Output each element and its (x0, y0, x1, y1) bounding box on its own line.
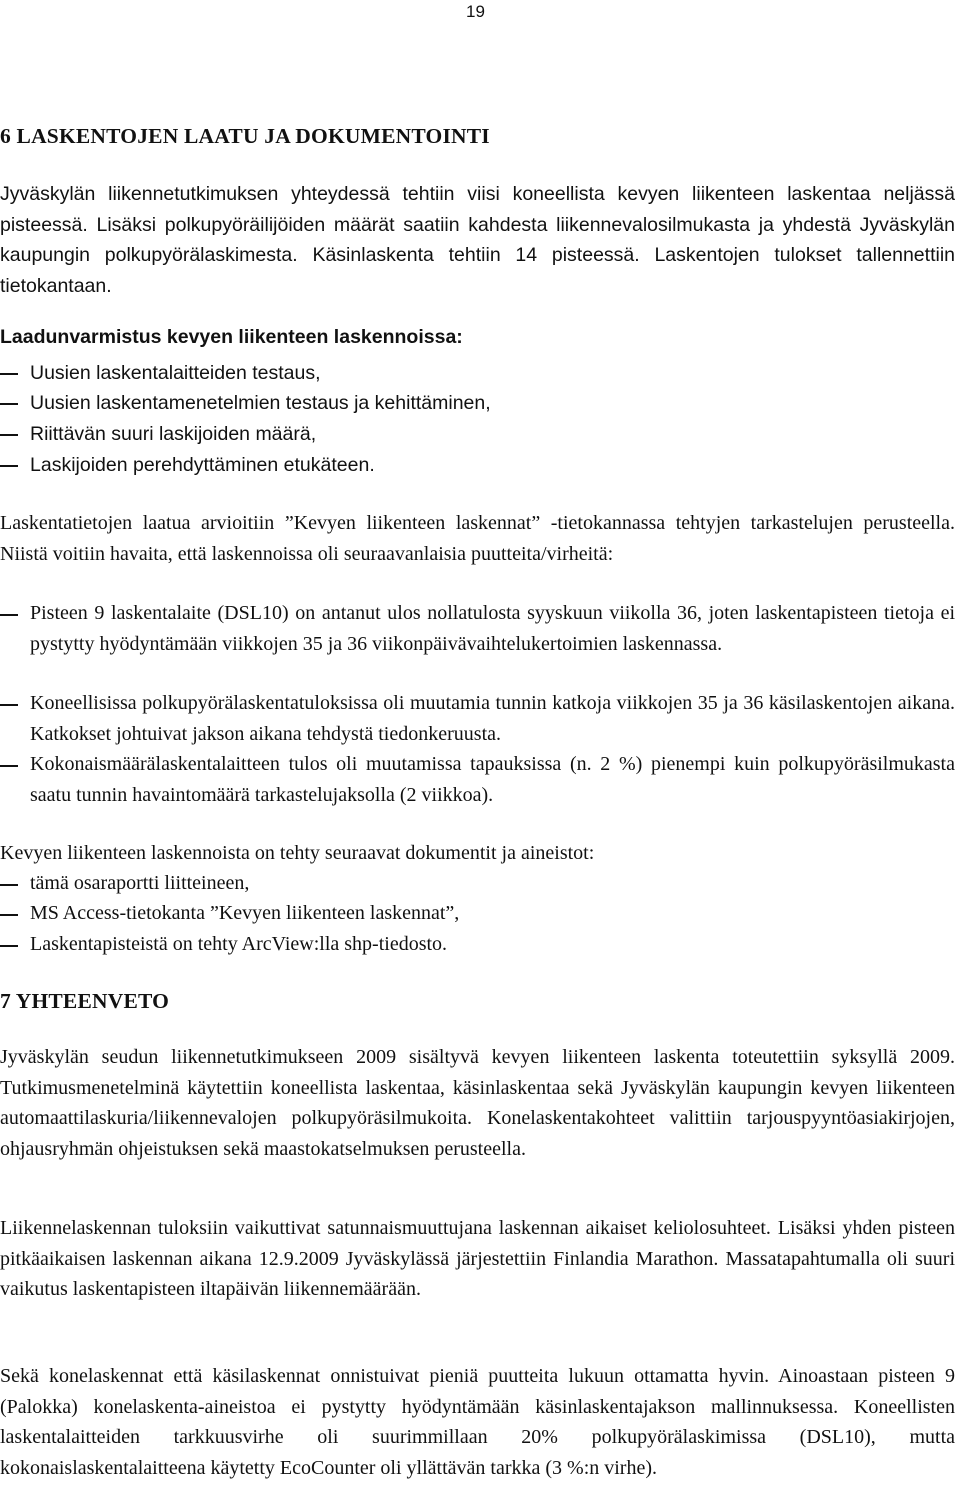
dash-bullet (0, 884, 18, 886)
list-item: Uusien laskentamenetelmien testaus ja kehittäminen, (30, 392, 491, 414)
list-item: Riittävän suuri laskijoiden määrä, (30, 423, 317, 445)
dash-bullet (0, 403, 18, 405)
list-item: Laskijoiden perehdyttäminen etukäteen. (30, 454, 375, 476)
documents-intro: Kevyen liikenteen laskennoista on tehty seuraavat dokumentit ja aineistot: (0, 842, 595, 864)
dash-bullet (0, 434, 18, 436)
dash-bullet (0, 704, 18, 706)
summary-paragraph: Liikennelaskennan tuloksiin vaikuttivat satunnaismuuttujana laskennan aikaiset keliolosuhteet. Lisäksi yhden pisteen pitkäaikaisen laskennan aikana 12.9.2009 Jyväskylässä järjestettiin Finlandia Marathon. Massatapahtumalla oli suuri vaikutus laskentapisteen iltapäivän liikennemäärään. (0, 1217, 955, 1300)
list-item: tämä osaraportti liitteineen, (30, 872, 250, 894)
review-paragraph: Laskentatietojen laatua arvioitiin ”Kevyen liikenteen laskennat” -tietokannassa tehtyjen tarkastelujen perusteella. Niistä voitiin havaita, että laskennoissa oli seuraavanlaisia puutteita/virheitä: (0, 512, 955, 565)
dash-bullet (0, 614, 18, 616)
list-item: Uusien laskentalaitteiden testaus, (30, 362, 321, 384)
dash-bullet (0, 765, 18, 767)
list-item: Pisteen 9 laskentalaite (DSL10) on antanut ulos nollatulosta syyskuun viikolla 36, joten laskentapisteen tietoja ei pystytty hyödyntämään viikkojen 35 ja 36 viikonpäivävaihtelukertoimien laskennassa. (30, 602, 955, 655)
summary-paragraph: Sekä konelaskennat että käsilaskennat onnistuivat pieniä puutteita lukuun ottamatta hyvin. Ainoastaan pisteen 9 (Palokka) konelaskenta-aineistoa ei pystytty hyödyntämään käsinlaskentajakson mallinnuksessa. Koneellisten laskentalaitteiden tarkkuusvirhe oli suurimmillaan 20% polkupyörälaskimissa (DSL10), mutta kokonaislaskentalaitteena käytetty EcoCounter oli yllättävän tarkka (3 %:n virhe). (0, 1365, 955, 1479)
section-6-intro: Jyväskylän liikennetutkimuksen yhteydessä tehtiin viisi koneellista kevyen liikenteen laskentaa neljässä pisteessä. Lisäksi polkupyöräilijöiden määrät saatiin kahdesta liikennevalosilmukasta ja yhdestä Jyväskylän kaupungin polkupyörälaskimesta. Käsinlaskenta tehtiin 14 pisteessä. Laskentojen tulokset tallennettiin tietokantaan. (0, 183, 955, 297)
dash-bullet (0, 914, 18, 916)
page-number: 19 (466, 2, 485, 21)
list-item: Koneellisissa polkupyörälaskentatuloksissa oli muutamia tunnin katkoja viikkojen 35 ja 36 käsilaskentojen aikana. Katkokset johtuivat jakson aikana tehdystä tiedonkeruusta. (30, 692, 955, 745)
list-item: Kokonaismäärälaskentalaitteen tulos oli muutamissa tapauksissa (n. 2 %) pienempi kuin polkupyöräsilmukasta saatu tunnin havaintomäärä tarkastelujaksolla (2 viikkoa). (30, 753, 955, 806)
list-item: Laskentapisteistä on tehty ArcView:lla shp-tiedosto. (30, 933, 448, 955)
dash-bullet (0, 945, 18, 947)
section-6-heading: 6 LASKENTOJEN LAATU JA DOKUMENTOINTI (0, 124, 490, 148)
section-7-heading: 7 YHTEENVETO (0, 989, 170, 1013)
dash-bullet (0, 373, 18, 375)
quality-assurance-heading: Laadunvarmistus kevyen liikenteen laskennoissa: (0, 326, 463, 348)
summary-paragraph: Jyväskylän seudun liikennetutkimukseen 2009 sisältyvä kevyen liikenteen laskenta toteutettiin syksyllä 2009. Tutkimusmenetelminä käytettiin koneellista laskentaa, käsinlaskentaa sekä Jyväskylän kaupungin kevyen liikenteen automaattilaskuria/liikennevalojen polkupyöräsilmukoita. Konelaskentakohteet valittiin tarjouspyyntöasiakirjojen, ohjausryhmän ohjeistuksen sekä maastokatselmuksen perusteella. (0, 1046, 955, 1160)
list-item: MS Access-tietokanta ”Kevyen liikenteen laskennat”, (30, 902, 460, 924)
dash-bullet (0, 465, 18, 467)
